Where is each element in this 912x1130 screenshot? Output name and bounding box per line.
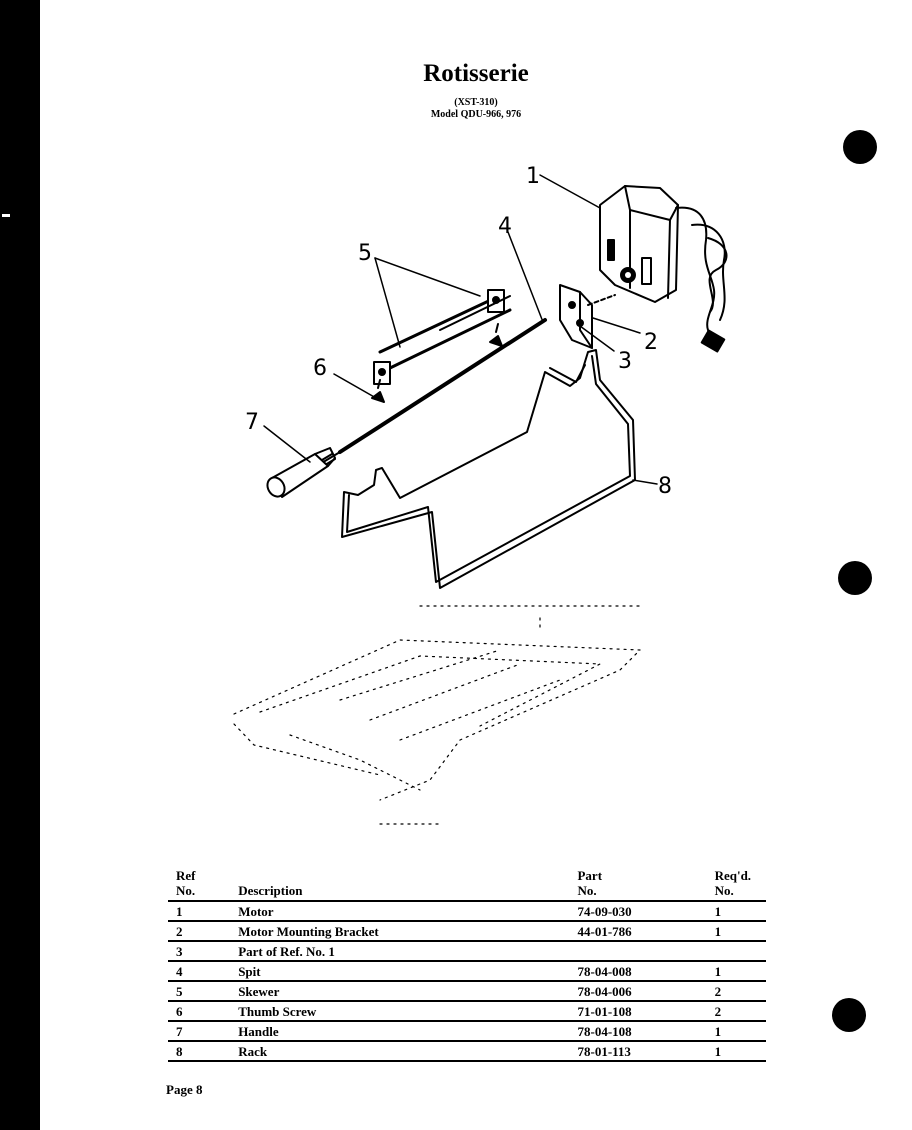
- row-part-no: 71-01-108: [575, 1001, 708, 1021]
- table-row: [168, 1021, 766, 1041]
- row-reqd: 2: [709, 1001, 766, 1021]
- row-ref: 8: [168, 1041, 236, 1061]
- row-reqd: 1: [709, 1021, 766, 1041]
- row-description: Spit: [236, 961, 575, 981]
- binder-hole-bottom: [832, 998, 866, 1032]
- row-reqd: 1: [709, 1041, 766, 1061]
- row-ref: 6: [168, 1001, 236, 1021]
- parts-list-table: [168, 868, 766, 1062]
- callout-8: 8: [658, 474, 672, 499]
- row-part-no: 74-09-030: [575, 901, 708, 921]
- callout-3: 3: [618, 349, 632, 374]
- page-subtitle: (XST-310): [454, 97, 498, 108]
- model-line: Model QDU-966, 976: [430, 109, 522, 120]
- row-ref: 1: [168, 901, 236, 921]
- exploded-parts-diagram: [40, 0, 912, 860]
- row-description: Motor Mounting Bracket: [236, 921, 575, 941]
- callout-4: 4: [498, 214, 512, 239]
- header-part-no: Part No.: [577, 868, 603, 898]
- header-reqd-no: Req'd. No.: [714, 868, 752, 898]
- row-description: Skewer: [236, 981, 575, 1001]
- header-ref-no: Ref No.: [176, 868, 196, 898]
- callout-leaders: [264, 175, 657, 484]
- table-row: [168, 1041, 766, 1061]
- table-row: [168, 941, 766, 961]
- rack-illustration: [342, 350, 635, 588]
- row-ref: 2: [168, 921, 236, 941]
- row-ref: 3: [168, 941, 236, 961]
- handle-illustration: [264, 448, 335, 500]
- bracket-illustration: [560, 285, 615, 348]
- row-part-no: 78-04-006: [575, 981, 708, 1001]
- callout-5: 5: [358, 241, 372, 266]
- table-header-row: [168, 868, 766, 901]
- row-part-no: [575, 941, 708, 961]
- table-row: [168, 1001, 766, 1021]
- oven-floor-outline: [234, 606, 640, 824]
- row-part-no: 44-01-786: [575, 921, 708, 941]
- parts-page: [40, 0, 912, 1130]
- table-row: [168, 961, 766, 981]
- row-description: Motor: [236, 901, 575, 921]
- callout-6: 6: [313, 356, 327, 381]
- row-description: Thumb Screw: [236, 1001, 575, 1021]
- row-reqd: 1: [709, 961, 766, 981]
- scan-mark: [2, 214, 10, 217]
- skewers-illustration: [374, 290, 510, 384]
- row-reqd: [709, 941, 766, 961]
- row-part-no: 78-04-108: [575, 1021, 708, 1041]
- table-row: [168, 901, 766, 921]
- row-part-no: 78-04-008: [575, 961, 708, 981]
- row-part-no: 78-01-113: [575, 1041, 708, 1061]
- page-title: Rotisserie: [423, 60, 529, 87]
- callout-2: 2: [644, 330, 658, 355]
- callout-7: 7: [245, 410, 259, 435]
- row-description: Part of Ref. No. 1: [236, 941, 575, 961]
- row-ref: 7: [168, 1021, 236, 1041]
- row-ref: 5: [168, 981, 236, 1001]
- row-reqd: 1: [709, 901, 766, 921]
- table-row: [168, 981, 766, 1001]
- row-description: Rack: [236, 1041, 575, 1061]
- row-reqd: 2: [709, 981, 766, 1001]
- header-description: Description: [238, 883, 303, 898]
- table-row: [168, 921, 766, 941]
- row-description: Handle: [236, 1021, 575, 1041]
- row-reqd: 1: [709, 921, 766, 941]
- page-number: Page 8: [166, 1082, 203, 1097]
- row-ref: 4: [168, 961, 236, 981]
- spit-illustration: [320, 320, 545, 465]
- callout-1: 1: [526, 164, 540, 189]
